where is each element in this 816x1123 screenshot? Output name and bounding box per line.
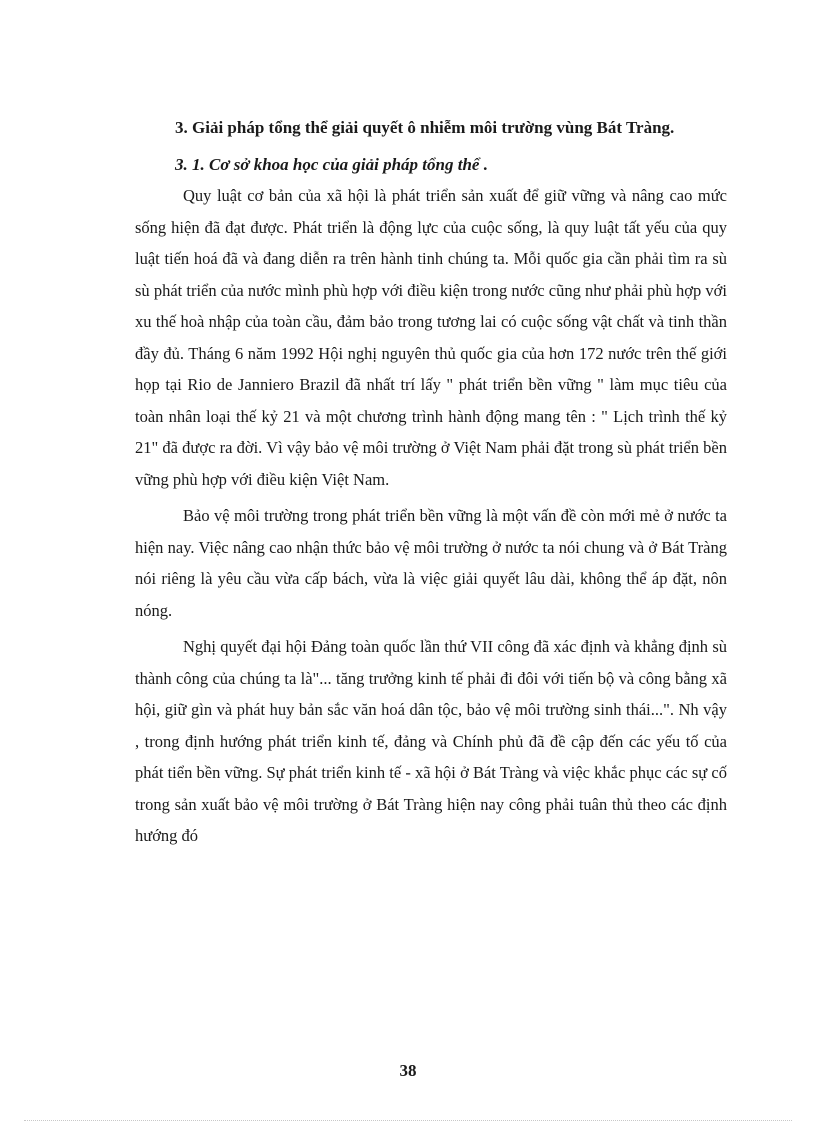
body-paragraph-1: Quy luật cơ bản của xã hội là phát triển sản xuất để giữ vững và nâng cao mức sống hiện đã đạt được. Phát triển là động lực của cuộc sống, là quy luật tất yếu của quy luật tiến hoá đã và đang diễn ra trên hành tinh chúng ta. Mỗi quốc gia cần phải tìm ra sù sù phát triển của nước mình phù hợp với điều kiện trong nước cũng như phải phù hợp với xu thế hoà nhập của toàn cầu, đảm bảo trong tương lai có cuộc sống vật chất và tinh thần đầy đủ. Tháng 6 năm 1992 Hội nghị nguyên thủ quốc gia của hơn 172 nước trên thế giới họp tại Rio de Janniero Brazil đã nhất trí lấy " phát triển bền vững " làm mục tiêu của toàn nhân loại thế kỷ 21 và một chương trình hành động mang tên : " Lịch trình thế kỷ 21" đã được ra đời. Vì vậy bảo vệ môi trường ở Việt Nam phải đặt trong sù phát triển bền vững phù hợp với điều kiện Việt Nam. <box>135 186 727 489</box>
subsection-heading: 3. 1. Cơ sở khoa học của giải pháp tổng thể . <box>175 155 488 174</box>
section-heading: 3. Giải pháp tổng thể giải quyết ô nhiễm môi trường vùng Bát Tràng. <box>175 118 675 137</box>
page-number: 38 <box>399 1061 417 1080</box>
body-paragraph-2: Bảo vệ môi trường trong phát triển bền vững là một vấn đề còn mới mẻ ở nước ta hiện nay. Việc nâng cao nhận thức bảo vệ môi trường ở nước ta nói chung và ở Bát Tràng nói riêng là yêu cầu vừa cấp bách, vừa là việc giải quyết lâu dài, không thể áp đặt, nôn nóng. <box>135 506 727 620</box>
body-paragraph-3: Nghị quyết đại hội Đảng toàn quốc lần thứ VII công đã xác định và khẳng định sù thành công của chúng ta là"... tăng trưởng kinh tế phải đi đôi với tiến bộ và công bằng xã hội, giữ gìn và phát huy bản sắc văn hoá dân tộc, bảo vệ môi trường sinh thái...". Nh vậy , trong định hướng phát triển kinh tế, đảng và Chính phủ đã đề cập đến các yếu tố của phát tiển bền vững. Sự phát triển kinh tế - xã hội ở Bát Tràng và việc khắc phục các sự cố trong sản xuất bảo vệ môi trường ở Bát Tràng hiện nay công phải tuân thủ theo các định hướng đó <box>135 637 727 845</box>
page-body <box>135 112 727 852</box>
page-bottom-divider <box>24 1120 792 1121</box>
